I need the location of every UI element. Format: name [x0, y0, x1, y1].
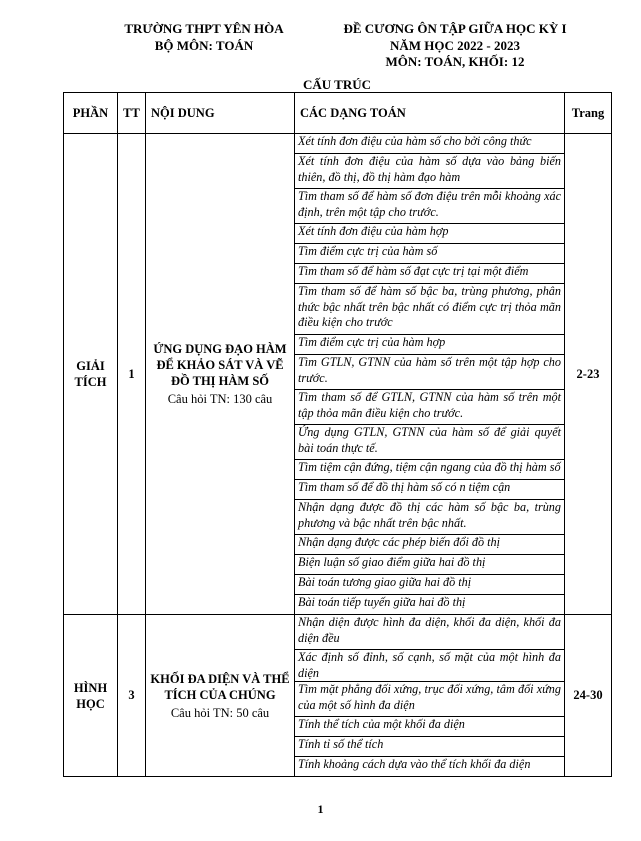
problem-type: Xét tính đơn điệu của hàm số cho bởi công thức — [295, 134, 565, 154]
school-header — [118, 21, 290, 54]
school-name: TRƯỜNG THPT YÊN HÒA — [124, 21, 284, 36]
problem-type: Tìm GTLN, GTNN của hàm số trên một tập hợp cho trước. — [295, 355, 565, 390]
problem-type: Tìm tham số để GTLN, GTNN của hàm số trên một tập thỏa mãn điều kiện cho trước. — [295, 390, 565, 425]
section-content — [146, 134, 295, 615]
header-content: NỘI DUNG — [146, 93, 295, 134]
problem-type: Tính thể tích của một khối đa diện — [295, 717, 565, 737]
school-year: NĂM HỌC 2022 - 2023 — [390, 37, 520, 53]
section-tt: 1 — [118, 134, 146, 615]
problem-type: Tìm tham số để hàm số đơn điệu trên mỗi khoảng xác định, trên một tập cho trước. — [295, 189, 565, 224]
document-title: ĐỀ CƯƠNG ÔN TẬP GIỮA HỌC KỲ I — [343, 21, 567, 36]
question-count: Câu hỏi TN: 130 câu — [167, 392, 273, 406]
problem-type: Nhận dạng được các phép biến đổi đồ thị — [295, 535, 565, 555]
problem-type: Tìm mặt phẳng đối xứng, trục đối xứng, tâm đối xứng của một số hình đa diện — [295, 682, 565, 717]
page-number: 1 — [317, 802, 324, 816]
problem-type: Biện luận số giao điểm giữa hai đồ thị — [295, 555, 565, 575]
table-row — [64, 615, 612, 650]
section-tt: 3 — [118, 615, 146, 777]
problem-type: Bài toán tiếp tuyến giữa hai đồ thị — [295, 595, 565, 615]
section-part: GIẢI TÍCH — [64, 134, 118, 615]
document-header — [330, 21, 580, 71]
problem-type: Tính tỉ số thể tích — [295, 737, 565, 757]
section-content-title: KHỐI ĐA DIỆN VÀ THỂ TÍCH CỦA CHÚNG — [150, 671, 290, 702]
problem-type: Tìm tham số để đồ thị hàm số có n tiệm cận — [295, 480, 565, 500]
problem-type: Tìm điểm cực trị của hàm hợp — [295, 335, 565, 355]
problem-type: Nhận diện được hình đa diện, khối đa diện, khối đa diện đều — [295, 615, 565, 650]
table-header-row — [64, 93, 612, 134]
department-name: BỘ MÔN: TOÁN — [154, 37, 254, 53]
header-tt: TT — [118, 93, 146, 134]
outline-table — [63, 92, 612, 777]
problem-type: Tìm tiệm cận đứng, tiệm cận ngang của đồ thị hàm số — [295, 460, 565, 480]
question-count: Câu hỏi TN: 50 câu — [170, 705, 270, 720]
problem-type: Tìm điểm cực trị của hàm số — [295, 244, 565, 264]
table-row — [64, 134, 612, 154]
section-content-title: ỨNG DỤNG ĐẠO HÀM ĐỂ KHẢO SÁT VÀ VẼ ĐỒ THỊ HÀM SỐ — [153, 342, 287, 388]
section-part: HÌNH HỌC — [64, 615, 118, 777]
problem-type: Xét tính đơn điệu của hàm hợp — [295, 224, 565, 244]
header-types: CÁC DẠNG TOÁN — [295, 93, 565, 134]
problem-type: Tìm tham số để hàm số đạt cực trị tại một điểm — [295, 264, 565, 284]
problem-type: Ứng dụng GTLN, GTNN của hàm số để giải quyết bài toán thực tế. — [295, 425, 565, 460]
problem-type: Xét tính đơn điệu của hàm số dựa vào bảng biến thiên, đồ thị, đồ thị hàm đạo hàm — [295, 154, 565, 189]
section-pages: 2-23 — [565, 134, 612, 615]
section-content — [146, 615, 295, 777]
problem-type: Xác định số đỉnh, số cạnh, số mặt của một hình đa diện — [295, 650, 565, 682]
section-pages: 24-30 — [565, 615, 612, 777]
problem-type: Tính khoảng cách dựa vào thể tích khối đa diện — [295, 757, 565, 777]
header-part: PHẦN — [64, 93, 118, 134]
structure-caption: CẤU TRÚC — [303, 77, 372, 92]
subject-grade: MÔN: TOÁN, KHỐI: 12 — [385, 54, 525, 69]
header-pages: Trang — [565, 93, 612, 134]
problem-type: Tìm tham số để hàm số bậc ba, trùng phương, phân thức bậc nhất trên bậc nhất có điểm cực trị thỏa mãn điều kiện cho trước — [295, 284, 565, 335]
problem-type: Bài toán tương giao giữa hai đồ thị — [295, 575, 565, 595]
problem-type: Nhận dạng được đồ thị các hàm số bậc ba, trùng phương và bậc nhất trên bậc nhất. — [295, 500, 565, 535]
